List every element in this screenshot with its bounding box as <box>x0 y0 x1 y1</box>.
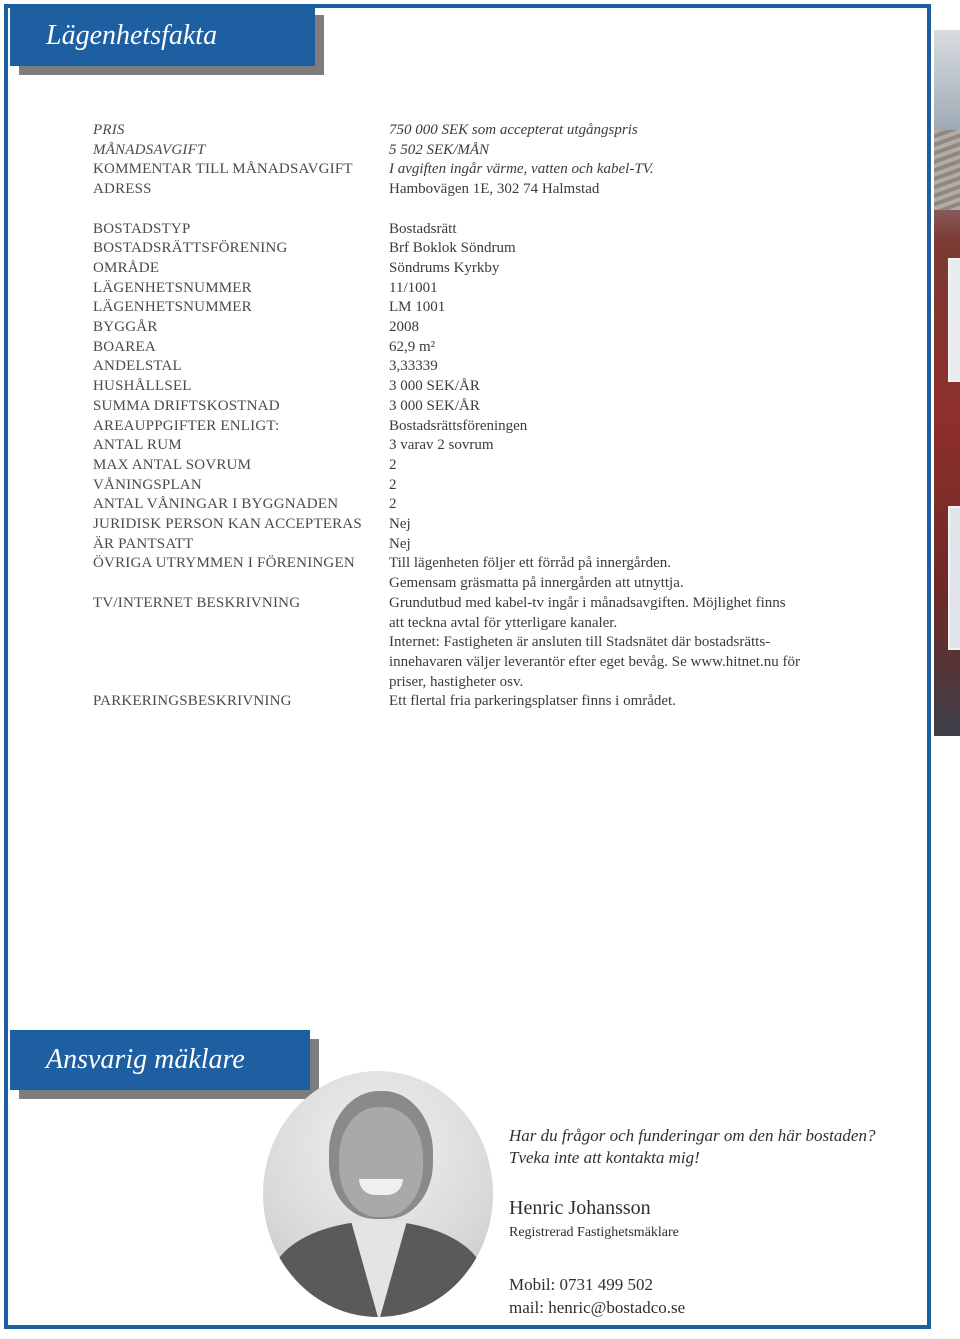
fact-value: innehavaren väljer leverantör efter eget bevåg. Se www.hitnet.nu för <box>389 653 800 670</box>
broker-email: mail: henric@bostadco.se <box>509 1298 686 1317</box>
fact-row <box>93 495 853 515</box>
fact-label: SUMMA DRIFTSKOSTNAD <box>93 397 280 414</box>
fact-label: LÄGENHETSNUMMER <box>93 279 252 296</box>
building-photo-strip <box>934 30 960 736</box>
fact-value: 2 <box>389 456 397 473</box>
fact-row <box>93 653 853 673</box>
fact-label: LÄGENHETSNUMMER <box>93 299 252 316</box>
fact-label <box>93 614 389 634</box>
fact-label: ADRESS <box>93 181 152 198</box>
fact-label: MAX ANTAL SOVRUM <box>93 456 252 473</box>
fact-row <box>93 279 853 299</box>
portrait-face <box>339 1107 423 1217</box>
fact-row <box>93 357 853 377</box>
section-header-apartment-facts <box>10 6 315 66</box>
fact-label: BYGGÅR <box>93 319 158 336</box>
fact-value: Nej <box>389 535 411 552</box>
broker-portrait <box>263 1071 493 1317</box>
fact-row <box>93 121 853 141</box>
fact-label: KOMMENTAR TILL MÅNADSAVGIFT <box>93 161 353 178</box>
contact-question: Har du frågor och funderingar om den här bostaden? <box>509 1126 876 1145</box>
fact-value: 2 <box>389 476 397 493</box>
fact-row <box>93 298 853 318</box>
fact-value: 2008 <box>389 319 419 336</box>
fact-value: Ett flertal fria parkeringsplatser finns i området. <box>389 693 676 710</box>
fact-row <box>93 160 853 180</box>
fact-label: OMRÅDE <box>93 259 160 276</box>
fact-value: Bostadsrättsföreningen <box>389 417 528 434</box>
fact-value: Grundutbud med kabel-tv ingår i månadsavgiften. Möjlighet finns <box>389 594 786 611</box>
fact-value: 2 <box>389 496 397 513</box>
contact-invitation: Tveka inte att kontakta mig! <box>509 1148 700 1167</box>
fact-label: BOSTADSRÄTTSFÖRENING <box>93 240 288 257</box>
broker-phone: Mobil: 0731 499 502 <box>509 1275 654 1294</box>
fact-label: TV/INTERNET BESKRIVNING <box>93 594 301 611</box>
fact-row <box>93 220 853 240</box>
fact-label: BOAREA <box>93 338 156 355</box>
fact-label: BOSTADSTYP <box>93 220 191 237</box>
fact-label: MÅNADSAVGIFT <box>93 141 206 158</box>
fact-label: PARKERINGSBESKRIVNING <box>93 693 292 710</box>
fact-row <box>93 633 853 653</box>
fact-row <box>93 554 853 574</box>
fact-row <box>93 397 853 417</box>
facts-table <box>93 121 853 712</box>
fact-row <box>93 614 853 634</box>
fact-row <box>93 239 853 259</box>
fact-value: 3 000 SEK/ÅR <box>389 378 480 395</box>
broker-contact <box>509 1125 919 1319</box>
fact-value: 5 502 SEK/MÅN <box>389 141 489 158</box>
fact-value: priser, hastigheter osv. <box>389 673 524 690</box>
fact-value: Internet: Fastigheten är ansluten till Stadsnätet där bostadsrätts- <box>389 634 771 651</box>
fact-value: att teckna avtal för ytterligare kanaler. <box>389 614 618 631</box>
window-detail <box>948 506 960 650</box>
fact-row <box>93 377 853 397</box>
fact-label <box>93 574 389 594</box>
fact-row <box>93 436 853 456</box>
fact-value: 3 000 SEK/ÅR <box>389 397 480 414</box>
fact-label: ÄR PANTSATT <box>93 535 194 552</box>
section-title: Lägenhetsfakta <box>46 20 218 51</box>
spacer <box>509 1243 919 1273</box>
broker-name: Henric Johansson <box>509 1197 651 1219</box>
fact-value: 3,33339 <box>389 358 438 375</box>
fact-label <box>93 673 389 693</box>
fact-value: Söndrums Kyrkby <box>389 259 500 276</box>
section-header-broker <box>10 1030 310 1090</box>
fact-value: Gemensam gräsmatta på innergården att utnyttja. <box>389 575 684 592</box>
fact-value: Bostadsrätt <box>389 220 457 237</box>
broker-role: Registrerad Fastighetsmäklare <box>509 1225 679 1240</box>
fact-value: 750 000 SEK som accepterat utgångspris <box>389 122 638 138</box>
fact-row <box>93 338 853 358</box>
fact-value: 11/1001 <box>389 279 438 296</box>
fact-value: 62,9 m² <box>389 338 436 355</box>
fact-row <box>93 594 853 614</box>
fact-value: Nej <box>389 516 411 533</box>
fact-label: ANDELSTAL <box>93 358 182 375</box>
spacer <box>93 200 853 220</box>
fact-value: Till lägenheten följer ett förråd på innergården. <box>389 555 671 572</box>
fact-value: Hambovägen 1E, 302 74 Halmstad <box>389 181 600 198</box>
fact-label: VÅNINGSPLAN <box>93 476 202 493</box>
fact-label: ANTAL RUM <box>93 437 182 454</box>
fact-label: PRIS <box>93 122 125 138</box>
fact-row <box>93 318 853 338</box>
fact-label: AREAUPPGIFTER ENLIGT: <box>93 417 280 434</box>
fact-label: ÖVRIGA UTRYMMEN I FÖRENINGEN <box>93 555 355 572</box>
fact-row <box>93 476 853 496</box>
fact-value: LM 1001 <box>389 299 446 316</box>
fact-row <box>93 535 853 555</box>
fact-value: 3 varav 2 sovrum <box>389 437 494 454</box>
fact-row <box>93 515 853 535</box>
fact-label: ANTAL VÅNINGAR I BYGGNADEN <box>93 496 339 513</box>
fact-row <box>93 673 853 693</box>
fact-row <box>93 574 853 594</box>
roof-detail <box>934 130 960 210</box>
fact-value: I avgiften ingår värme, vatten och kabel-TV. <box>389 161 654 178</box>
fact-row <box>93 180 853 200</box>
fact-row <box>93 456 853 476</box>
window-detail <box>948 258 960 382</box>
section-title: Ansvarig mäklare <box>46 1044 245 1075</box>
fact-row <box>93 417 853 437</box>
fact-row <box>93 259 853 279</box>
fact-label <box>93 633 389 653</box>
fact-label: HUSHÅLLSEL <box>93 378 192 395</box>
fact-label <box>93 653 389 673</box>
fact-label: JURIDISK PERSON KAN ACCEPTERAS <box>93 516 362 533</box>
fact-value: Brf Boklok Söndrum <box>389 240 516 257</box>
fact-row <box>93 141 853 161</box>
fact-row <box>93 692 853 712</box>
